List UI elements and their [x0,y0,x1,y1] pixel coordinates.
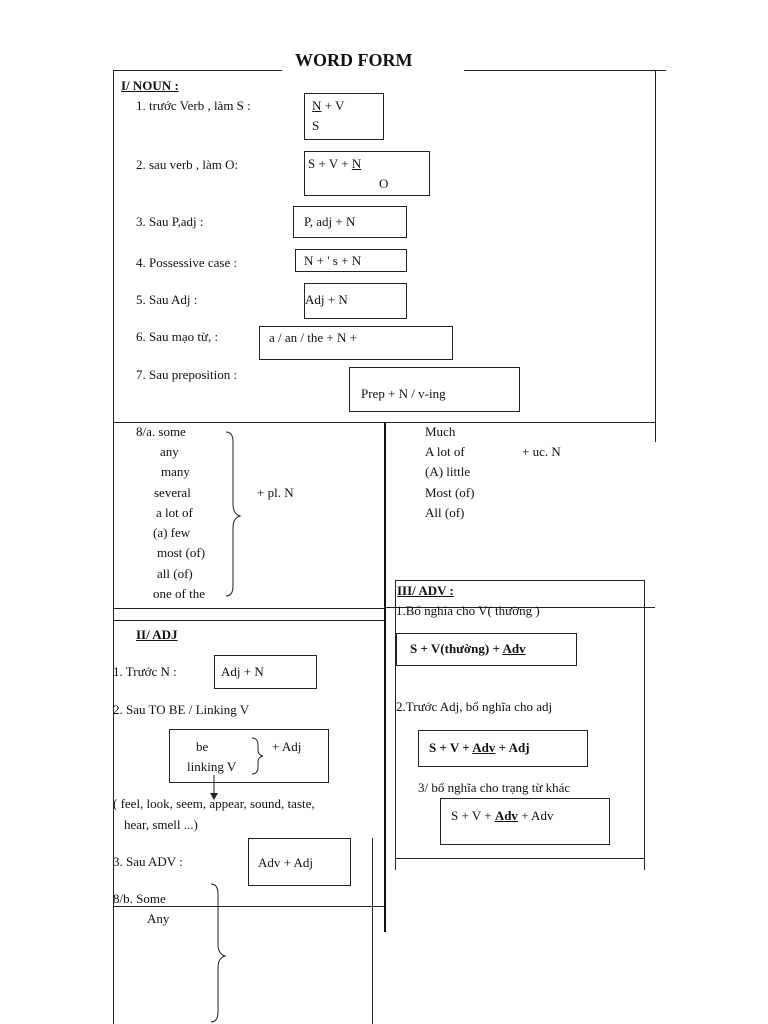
noun-rule-2-box [304,151,430,196]
noun-rule-5-label: 5. Sau Adj : [136,292,198,307]
adv-rule-2-post: + Adj [498,740,530,755]
noun-rule-7-box [349,367,520,412]
quantifier-plural-6: most (of) [157,545,206,560]
noun-rule-7-formula: Prep + N / v-ing [361,386,446,401]
adv-rule-3-post: + Adv [521,808,554,823]
adj-rule-1-formula: Adj + N [221,664,264,679]
center-divider [384,422,386,932]
quantifier-uncount-4: All (of) [425,505,465,520]
adv-right-border [644,580,645,870]
adj-rule-2-be: be [196,739,209,754]
adv-rule-1-box [396,633,577,666]
adj-rule-1-box [214,655,317,689]
noun-rule-1-box [304,93,384,140]
noun-rule-6-box [259,326,453,360]
noun-rule-1-label: 1. trước Verb , làm S : [136,98,251,113]
adj-right-border [372,838,373,1024]
adj-rule-2-examples-2: hear, smell ...) [124,817,198,832]
adv-rule-2-pre: S + V + [429,740,470,755]
adv-bottom-border [395,858,645,859]
noun-rule-1-s: S [312,118,320,133]
plural-brace-icon [222,430,242,600]
adv-rule-3-label: 3/ bổ nghĩa cho trạng từ khác [418,780,571,795]
quantifier-divider-1 [113,608,384,609]
adj-rule-3-box [248,838,351,886]
quantifier-uncount-2: (A) little [425,464,471,479]
adv-rule-1-label: 1.Bổ nghĩa cho V( thường ) [396,603,540,618]
noun-rule-4-label: 4. Possessive case : [136,255,238,270]
quantifier-uncount-3: Most (of) [425,485,475,500]
noun-rule-2-n: N [351,156,362,171]
quantifier-uncount-1: A lot of [425,444,465,459]
uncount-result: + uc. N [522,444,561,459]
noun-rule-2-formula [308,156,361,172]
adj-b-brace-icon [208,882,228,1024]
noun-rule-6-label: 6. Sau mạo từ, : [136,329,219,344]
left-border [113,70,114,1024]
adj-rule-2-examples-1: ( feel, look, seem, appear, sound, taste, [113,796,315,811]
adv-heading: III/ ADV : [397,583,454,598]
adj-rule-2-plus-adj: + Adj [272,739,302,754]
quantifier-plural-1: any [160,444,179,459]
noun-rule-3-box [293,206,407,238]
adv-rule-2-adv: Adv [472,740,496,755]
noun-rule-1-n: N [312,98,322,113]
quantifier-plural-4: a lot of [156,505,193,520]
adj-rule-2-label: 2. Sau TO BE / Linking V [113,702,250,717]
noun-rule-2-svp: S + V + [308,156,349,171]
quantifier-divider-2 [113,620,384,621]
noun-rule-3-label: 3. Sau P,adj : [136,214,204,229]
noun-rule-4-formula: N + ' s + N [304,253,362,268]
adj-rule-2-linking: linking V [187,759,237,774]
adj-rule-3-label: 3. Sau ADV : [113,854,183,869]
adv-rule-3-adv: Adv [494,808,518,823]
quantifier-uncount-0: Much [425,424,456,439]
noun-rule-5-box [304,283,407,319]
noun-rule-4-box [295,249,407,272]
linking-brace-icon [250,736,266,776]
noun-rule-2-label: 2. sau verb , làm O: [136,157,239,172]
adj-b-list-1: Any [147,911,170,926]
adv-rule-2-formula [429,740,530,756]
quantifier-plural-0: 8/a. some [136,424,186,439]
title-rule-right [464,70,666,71]
noun-rule-1-v: + V [324,98,345,113]
right-border [655,70,656,442]
quantifier-plural-8: one of the [153,586,205,601]
noun-heading: I/ NOUN : [121,78,179,93]
adv-rule-2-label: 2.Trước Adj, bổ nghĩa cho adj [396,699,553,714]
adj-rule-3-formula: Adv + Adj [258,855,314,870]
noun-rule-6-formula: a / an / the + N + [269,330,357,345]
page-title: WORD FORM [295,50,413,70]
quantifier-plural-5: (a) few [153,525,191,540]
adv-rule-1-adv: Adv [502,641,526,656]
quantifier-plural-3: several [154,485,191,500]
adv-rule-1-formula [410,641,526,657]
adj-rule-2-box [169,729,329,783]
title-rule-left [113,70,282,71]
adj-b-list-0: 8/b. Some [113,891,166,906]
adj-rule-1-label: 1. Trước N : [113,664,177,679]
noun-rule-7-label: 7. Sau preposition : [136,367,238,382]
adv-rule-3-formula [451,808,553,824]
adv-rule-3-box [440,798,610,845]
noun-rule-5-formula: Adj + N [305,292,348,307]
quantifier-plural-7: all (of) [157,566,193,581]
adv-rule-3-pre: S + V + [451,808,492,823]
quantifier-plural-2: many [161,464,190,479]
noun-rule-3-formula: P, adj + N [304,214,356,229]
adj-heading: II/ ADJ [136,627,178,642]
plural-result: + pl. N [257,485,294,500]
adv-rule-1-pre: S + V(thường) + [410,641,500,656]
noun-rule-1-formula [312,98,344,114]
adv-rule-2-box [418,730,588,767]
noun-rule-2-o: O [379,176,389,191]
